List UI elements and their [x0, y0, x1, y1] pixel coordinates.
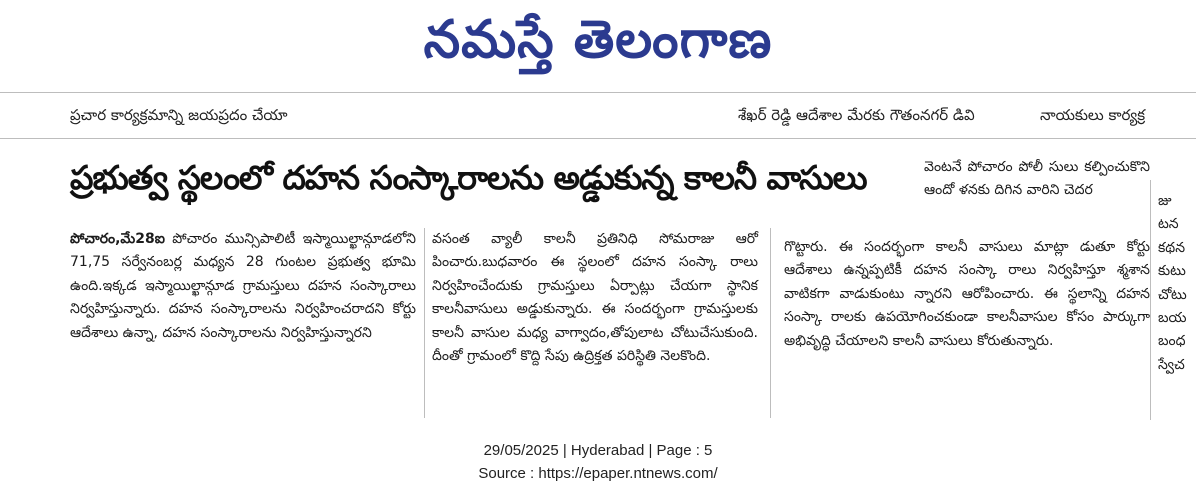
edge-line: కథన: [1158, 239, 1186, 256]
edge-line: స్వేచ: [1158, 356, 1185, 373]
article-dateline: పోచారం,మే28ఐ: [70, 231, 165, 247]
article-column-2: [432, 228, 758, 368]
article-column-3-top: [924, 156, 1150, 203]
article-column-3: [784, 236, 1150, 353]
strip-rule: [0, 138, 1196, 139]
article-col2-body: వసంత వ్యాలీ కాలనీ ప్రతినిధి సోమరాజు ఆరో పించారు.బుధవారం ఈ స్థలంలో దహన సంస్కా రాలు నిర్వహించేందుకు గ్రామస్తులు ఏర్పాట్లు చేయగా స్థానిక కాలనీవాసులు అడ్డుకున్నారు. ఈ సందర్భంగా గ్రామస్తులకు కాలనీ వాసుల మధ్య వాగ్వాదం,తోపులాట చోటుచేసుకుంది. దీంతో గ్రామంలో కొద్ది సేపు ఉద్రిక్తత పరిస్థితి నెలకొంది.: [432, 231, 758, 365]
footer-date-line: 29/05/2025 | Hyderabad | Page : 5: [483, 442, 713, 459]
article-col1-body: పోచారం మున్సిపాలిటీ ఇస్మాయిల్ఖాన్గూడలోని 71,75 సర్వేనంబర్ల మధ్యన 28 గుంటల ప్రభుత్వ భూమి ఉంది.ఇక్కడ ఇస్మాయిల్ఖాన్గూడ గ్రామస్తులు దహన సంస్కారాలు నిర్వహిస్తున్నారు. దహన సంస్కారాలను నిర్వహించరాదని కోర్టు ఆదేశాలు ఉన్నా, దహన సంస్కారాలను నిర్వహిస్తున్నారని: [70, 231, 416, 341]
edge-line: చోటు: [1158, 286, 1187, 303]
footer-source-link[interactable]: Source : https://epaper.ntnews.com/: [478, 465, 718, 482]
column-divider-2: [770, 228, 771, 418]
edge-line: బంధ: [1158, 333, 1186, 350]
edge-line: జు: [1158, 193, 1172, 209]
article-column-1: [70, 228, 416, 345]
column-divider-1: [424, 228, 425, 418]
edge-line: బయ: [1158, 310, 1187, 327]
strip-text-right: నాయకులు కార్యక్ర: [1040, 106, 1146, 124]
article-col3-top: వెంటనే పోచారం పోలీ సులు కల్పించుకొని ఆందో ళనకు దిగిన వారిని చెదర: [924, 159, 1150, 199]
edge-line: టన: [1158, 216, 1179, 233]
article-headline: ప్రభుత్వ స్థలంలో దహన సంస్కారాలను అడ్డుకున్న కాలనీ వాసులు: [70, 158, 867, 197]
strip-text-left: ప్రచార కార్యక్రమాన్ని జయప్రదం చేయా: [70, 106, 288, 124]
article-col3-body: గొట్టారు. ఈ సందర్భంగా కాలనీ వాసులు మాట్లా డుతూ కోర్టు ఆదేశాలు ఉన్నప్పటికీ దహన సంస్కా రాలు నిర్వహిస్తూ శ్మశాన వాటికగా వాడుకుంటు న్నారని ఆరోపించారు. ఈ స్థలాన్ని దహన సంస్కా రాలకు ఉపయోగించకుండా కాలనీవాసుల కోసం పార్కుగా అభివృద్ధి చేయాలని కాలనీ వాసులు కోరుతున్నారు.: [784, 239, 1150, 349]
edge-line: కుటు: [1158, 263, 1186, 280]
strip-text-middle: శేఖర్ రెడ్డి ఆదేశాల మేరకు గౌతంనగర్ డివి: [738, 106, 975, 124]
column-divider-3: [1150, 180, 1151, 420]
masthead-title: నమస్తే తెలంగాణ: [423, 9, 773, 70]
adjacent-article-edge: [1158, 190, 1196, 377]
masthead-rule: [0, 92, 1196, 93]
